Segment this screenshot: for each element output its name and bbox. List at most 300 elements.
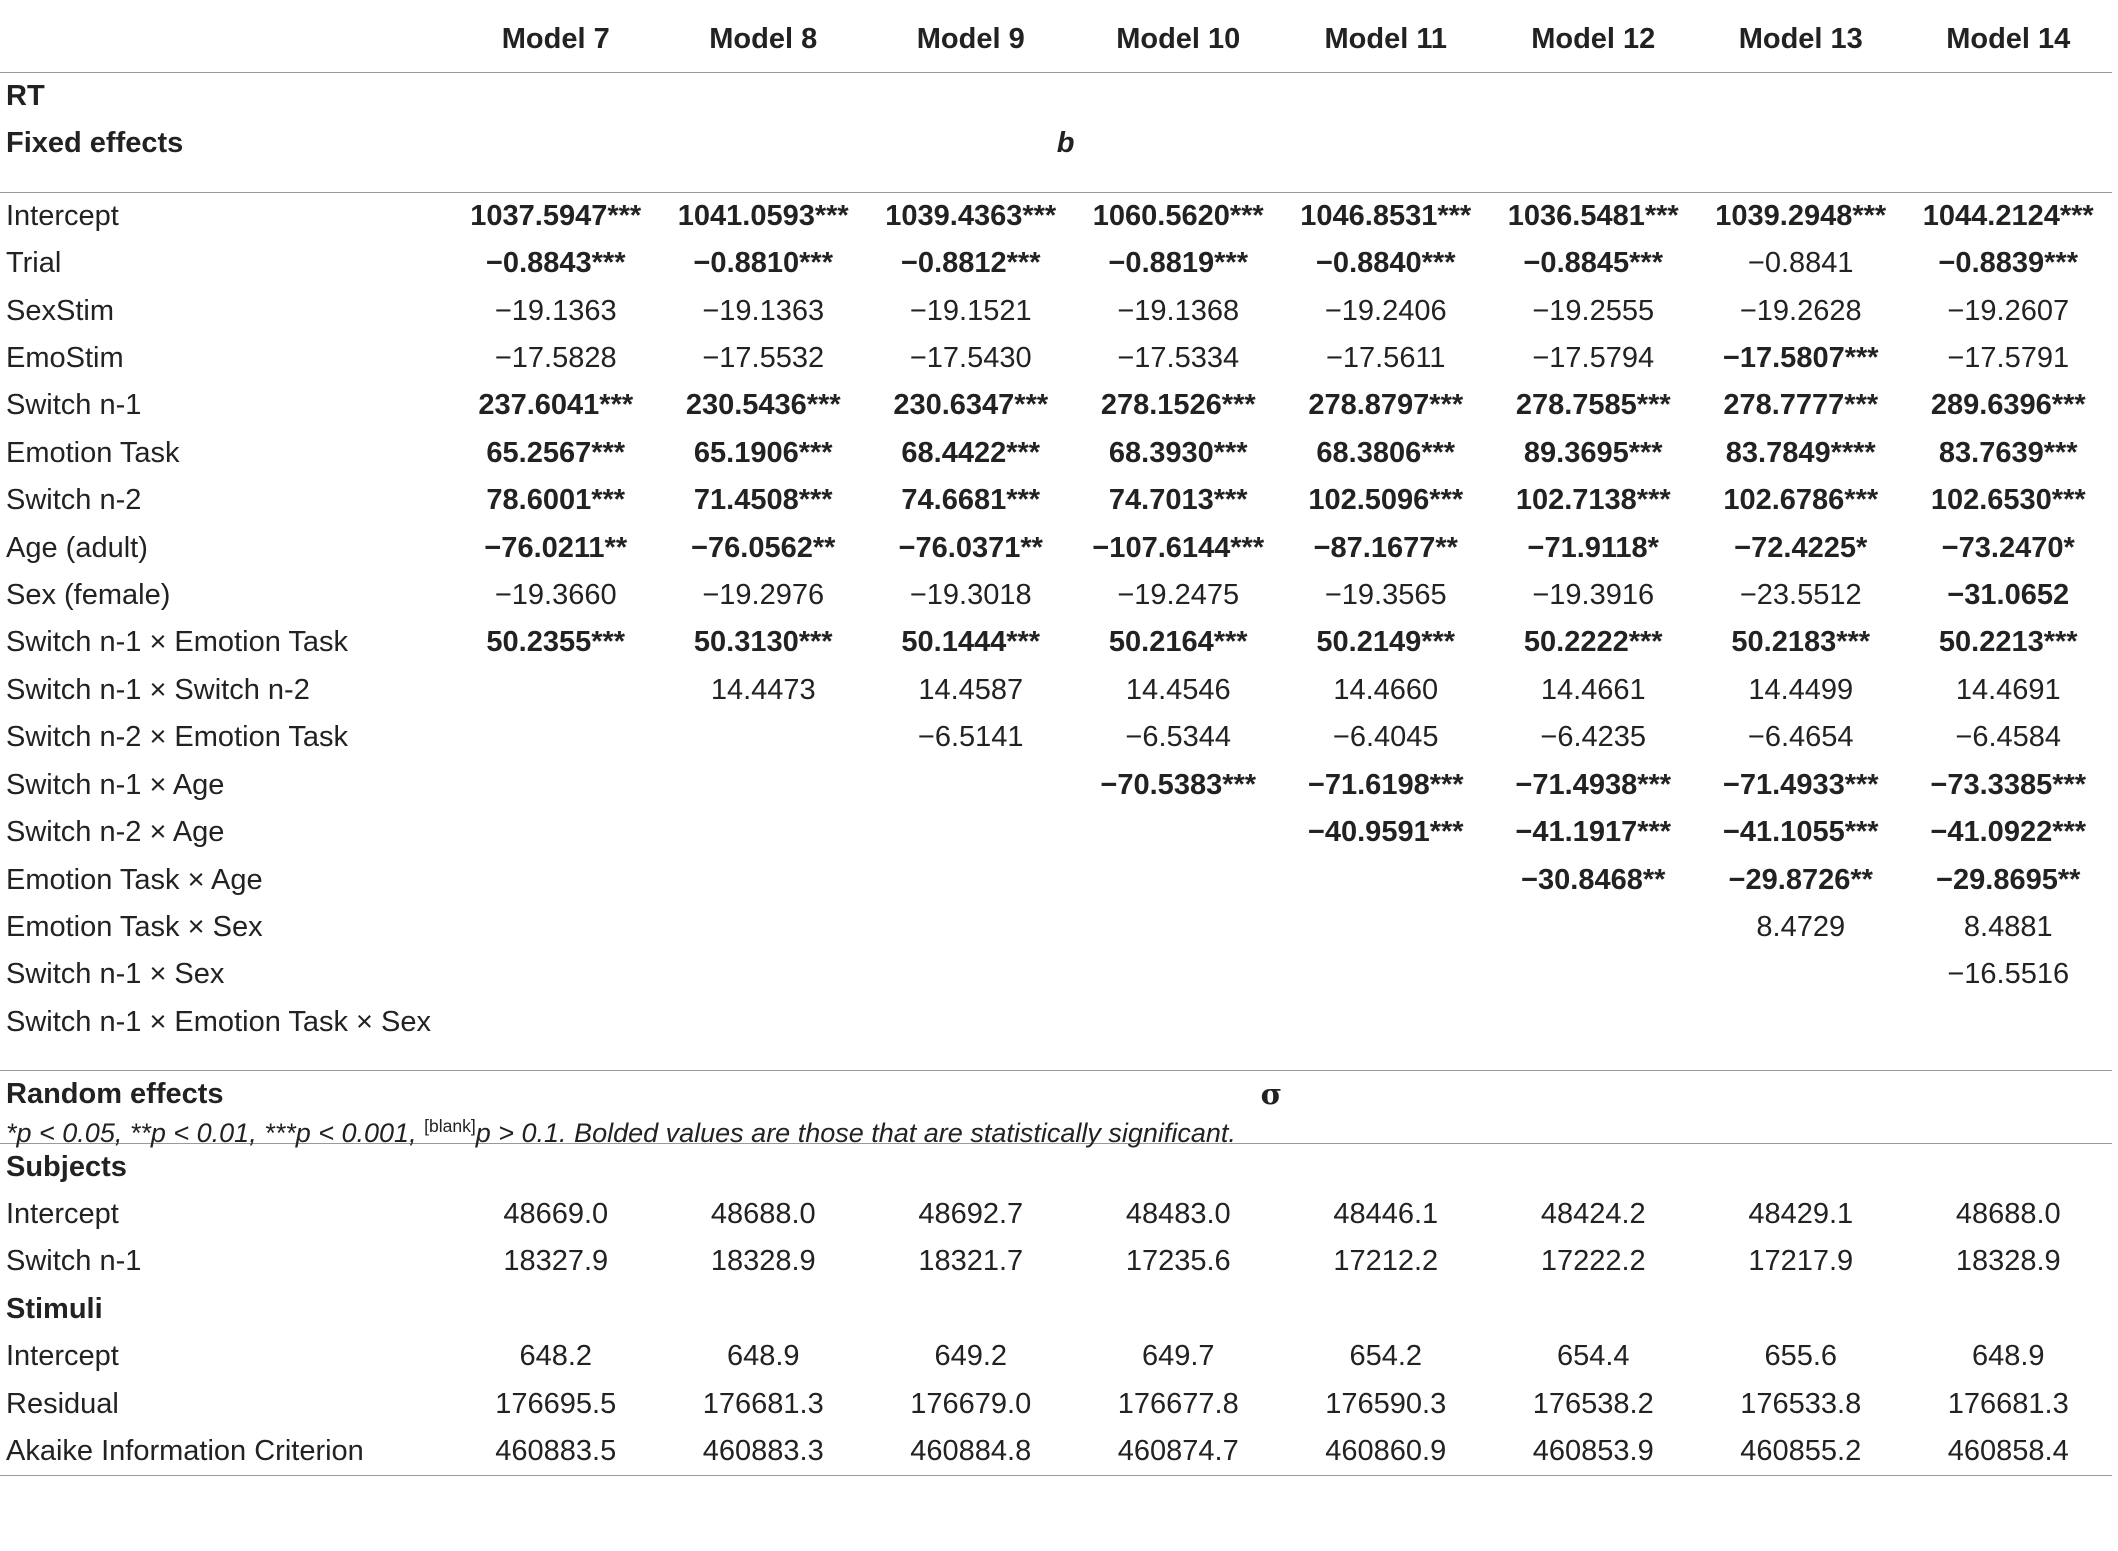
empty-cell <box>1490 1143 1698 1191</box>
table-row <box>0 477 2112 524</box>
table-cell: 48688.0 <box>710 1197 816 1230</box>
table-cell: 176695.5 <box>495 1387 617 1420</box>
table-cell <box>452 951 660 998</box>
empty-cell <box>660 1286 868 1333</box>
footnote-sup: [blank] <box>424 1116 476 1136</box>
table-cell: −19.1521 <box>909 294 1032 327</box>
table-cell: 48446.1 <box>1333 1197 1439 1230</box>
table-cell: 50.3130*** <box>693 626 833 659</box>
table-row <box>0 999 2112 1046</box>
table-cell: −19.2607 <box>1947 294 2070 327</box>
table-cell: −6.4045 <box>1332 721 1439 754</box>
table-cell: 278.8797*** <box>1308 389 1464 422</box>
empty-cell <box>1697 73 1905 121</box>
table-cell: 648.9 <box>726 1340 800 1373</box>
row-label: Switch n-1 × Emotion Task × Sex <box>6 1005 432 1038</box>
table-cell: −19.3565 <box>1324 579 1447 612</box>
empty-cell <box>1905 1143 2113 1191</box>
table-row <box>0 951 2112 998</box>
table-cell <box>452 999 660 1046</box>
table-cell: −17.5430 <box>909 342 1032 375</box>
table-cell: 649.7 <box>1141 1340 1215 1373</box>
table-cell: −73.2470* <box>1941 531 2075 564</box>
spacer-cell <box>1490 1119 1698 1144</box>
table-cell: 14.4546 <box>1125 673 1231 706</box>
table-cell: 1060.5620*** <box>1092 199 1264 232</box>
column-header: Model 10 <box>1075 6 1283 73</box>
spacer-cell <box>1697 168 1905 193</box>
empty-cell <box>1282 1071 1490 1119</box>
table-cell <box>452 762 660 809</box>
table-cell <box>1075 904 1283 951</box>
table-cell: −19.3916 <box>1532 579 1655 612</box>
table-cell: 50.1444*** <box>901 626 1041 659</box>
table-cell: −31.0652 <box>1947 579 2070 612</box>
table-cell: 48424.2 <box>1540 1197 1646 1230</box>
table-cell: 1037.5947*** <box>470 199 642 232</box>
table-cell: 102.5096*** <box>1308 484 1464 517</box>
table-row <box>0 1381 2112 1428</box>
table-cell: −71.4933*** <box>1722 768 1879 801</box>
spacer-row <box>0 168 2112 193</box>
table-cell <box>1075 951 1283 998</box>
empty-cell <box>1490 1286 1698 1333</box>
table-cell: 14.4587 <box>918 673 1024 706</box>
empty-cell <box>867 73 1075 121</box>
table-cell: 648.9 <box>1971 1340 2045 1373</box>
spacer-cell <box>1075 1046 1283 1071</box>
column-header: Model 13 <box>1697 6 1905 73</box>
table-cell: 102.6786*** <box>1723 484 1879 517</box>
table-row <box>0 667 2112 714</box>
spacer-cell <box>1282 1119 1490 1144</box>
table-cell <box>867 762 1075 809</box>
table-cell: 74.7013*** <box>1108 484 1248 517</box>
table-cell <box>867 951 1075 998</box>
empty-cell <box>1075 73 1283 121</box>
spacer-cell <box>867 168 1075 193</box>
table-cell: −0.8812*** <box>901 247 1041 280</box>
table-cell: 14.4499 <box>1748 673 1854 706</box>
table-cell: 460858.4 <box>1905 1428 2113 1476</box>
table-cell: −0.8819*** <box>1108 247 1248 280</box>
table-cell: 50.2355*** <box>486 626 626 659</box>
table-cell <box>1075 857 1283 904</box>
table-cell: 50.2222*** <box>1523 626 1663 659</box>
table-cell: −19.1368 <box>1117 294 1240 327</box>
row-label: EmoStim <box>6 342 124 375</box>
table-cell: −17.5532 <box>702 342 825 375</box>
table-row <box>0 335 2112 382</box>
empty-cell <box>1697 120 1905 167</box>
empty-cell <box>1697 1143 1905 1191</box>
row-label: Intercept <box>6 1197 119 1230</box>
row-label: SexStim <box>6 294 114 327</box>
section-fixed-effects <box>0 120 2112 167</box>
table-cell: 460860.9 <box>1282 1428 1490 1476</box>
table-cell: 176681.3 <box>702 1387 824 1420</box>
table-cell <box>452 904 660 951</box>
empty-cell <box>1490 73 1698 121</box>
table-cell: 230.6347*** <box>893 389 1049 422</box>
table-cell: 237.6041*** <box>478 389 634 422</box>
table-cell: 48688.0 <box>1955 1197 2061 1230</box>
row-label: Emotion Task × Sex <box>6 910 263 943</box>
empty-cell <box>1490 1071 1698 1119</box>
table-cell: 71.4508*** <box>693 484 833 517</box>
table-row <box>0 1238 2112 1285</box>
table-cell: −19.1363 <box>702 294 825 327</box>
table-cell: 14.4691 <box>1955 673 2061 706</box>
empty-cell <box>1905 1071 2113 1119</box>
table-cell: 655.6 <box>1764 1340 1838 1373</box>
table-cell <box>1490 951 1698 998</box>
empty-cell <box>452 120 660 167</box>
table-cell: 1041.0593*** <box>677 199 849 232</box>
table-cell <box>660 999 868 1046</box>
table-cell: 654.2 <box>1349 1340 1423 1373</box>
table-cell: 14.4661 <box>1540 673 1646 706</box>
spacer-cell <box>1905 168 2113 193</box>
spacer-cell <box>1075 168 1283 193</box>
table-cell: 649.2 <box>934 1340 1008 1373</box>
table-cell <box>867 809 1075 856</box>
table-cell <box>660 762 868 809</box>
table-cell: −19.2555 <box>1532 294 1655 327</box>
table-row <box>0 430 2112 477</box>
spacer-cell <box>867 1046 1075 1071</box>
table-cell: 8.4729 <box>1756 910 1846 943</box>
footnote-part2: p > 0.1. Bolded values are those that are statistically significant. <box>475 1118 1236 1148</box>
section-label: Fixed effects <box>6 127 184 160</box>
table-cell: 460883.5 <box>452 1428 660 1476</box>
empty-cell <box>1697 1286 1905 1333</box>
table-cell: 1039.2948*** <box>1715 199 1887 232</box>
table-cell: 230.5436*** <box>685 389 841 422</box>
table-cell: 176679.0 <box>910 1387 1032 1420</box>
footnote-part1: *p < 0.05, **p < 0.01, ***p < 0.001, <box>6 1118 425 1148</box>
table-cell: 1036.5481*** <box>1507 199 1679 232</box>
empty-cell <box>1075 120 1283 167</box>
table-cell: 278.1526*** <box>1100 389 1256 422</box>
table-cell: −23.5512 <box>1739 579 1862 612</box>
row-label: Switch n-1 × Switch n-2 <box>6 673 310 706</box>
table-cell: −40.9591*** <box>1307 816 1464 849</box>
spacer-cell <box>660 1046 868 1071</box>
spacer-cell <box>452 1046 660 1071</box>
table-cell: −41.1055*** <box>1722 816 1879 849</box>
section-random-effects <box>0 1071 2112 1119</box>
model-results-table <box>0 6 2112 1476</box>
table-cell: 89.3695*** <box>1523 436 1663 469</box>
row-label: Switch n-2 × Age <box>6 816 225 849</box>
empty-cell <box>867 1143 1075 1191</box>
footnote <box>6 1116 1236 1149</box>
sigma-symbol: σ <box>1260 1077 1282 1112</box>
table-cell: −76.0562** <box>691 531 836 564</box>
table-cell <box>660 809 868 856</box>
table-cell: 48483.0 <box>1125 1197 1231 1230</box>
table-cell: 48692.7 <box>918 1197 1024 1230</box>
row-label: Residual <box>6 1387 119 1420</box>
empty-cell <box>660 73 868 121</box>
table-cell: 68.4422*** <box>901 436 1041 469</box>
section-label: Stimuli <box>6 1292 103 1325</box>
spacer-cell <box>660 168 868 193</box>
empty-cell <box>1490 120 1698 167</box>
empty-cell <box>660 1143 868 1191</box>
column-header: Model 8 <box>660 6 868 73</box>
empty-cell <box>1075 1286 1283 1333</box>
table-cell: −17.5828 <box>494 342 617 375</box>
table-cell: −41.1917*** <box>1515 816 1672 849</box>
column-header: Model 7 <box>452 6 660 73</box>
table-cell: 8.4881 <box>1963 910 2053 943</box>
table-cell: −73.3385*** <box>1930 768 2087 801</box>
table-cell: −0.8843*** <box>486 247 626 280</box>
section-rt <box>0 73 2112 121</box>
table-cell: −0.8839*** <box>1938 247 2078 280</box>
empty-cell <box>1282 1286 1490 1333</box>
table-cell: −19.3018 <box>909 579 1032 612</box>
table-cell: 460883.3 <box>660 1428 868 1476</box>
table-cell <box>452 714 660 761</box>
table-cell: −71.4938*** <box>1515 768 1672 801</box>
table-cell: −17.5807*** <box>1722 342 1879 375</box>
table-cell: −71.9118* <box>1527 531 1659 564</box>
table-cell: 50.2164*** <box>1108 626 1248 659</box>
table-cell <box>867 904 1075 951</box>
table-cell: 50.2149*** <box>1316 626 1456 659</box>
table-cell: −0.8845*** <box>1523 247 1663 280</box>
table-cell: 48429.1 <box>1748 1197 1854 1230</box>
table-cell: −19.2976 <box>702 579 825 612</box>
table-row <box>0 714 2112 761</box>
row-label: Intercept <box>6 199 119 232</box>
column-header: Model 11 <box>1282 6 1490 73</box>
table-cell <box>452 857 660 904</box>
table-cell: −29.8726** <box>1728 863 1873 896</box>
empty-cell <box>1905 120 2113 167</box>
column-header: Model 9 <box>867 6 1075 73</box>
table-cell: −6.5344 <box>1125 721 1232 754</box>
table-cell: 74.6681*** <box>901 484 1041 517</box>
table-cell: 176533.8 <box>1740 1387 1862 1420</box>
empty-cell <box>1282 73 1490 121</box>
row-label: Switch n-1 × Age <box>6 768 225 801</box>
table-cell: 83.7849**** <box>1725 436 1876 469</box>
section-label: RT <box>6 80 45 112</box>
table-row <box>0 192 2112 240</box>
table-cell: −0.8841 <box>1747 247 1854 280</box>
table-cell: 460884.8 <box>867 1428 1075 1476</box>
row-label: Trial <box>6 247 62 280</box>
row-label: Switch n-2 × Emotion Task <box>6 721 348 754</box>
empty-cell <box>867 1286 1075 1333</box>
empty-cell <box>660 120 868 167</box>
table-row <box>0 572 2112 619</box>
section-stimuli <box>0 1286 2112 1333</box>
table-cell: −17.5611 <box>1325 342 1446 375</box>
empty-cell <box>452 73 660 121</box>
spacer-cell <box>1905 1046 2113 1071</box>
column-header: Model 12 <box>1490 6 1698 73</box>
table-cell <box>1282 857 1490 904</box>
table-cell: 278.7777*** <box>1723 389 1879 422</box>
table-cell: −19.2628 <box>1739 294 1862 327</box>
spacer-cell <box>1697 1119 1905 1144</box>
table-cell: 17217.9 <box>1748 1245 1854 1278</box>
table-cell: 460874.7 <box>1075 1428 1283 1476</box>
table-cell <box>1697 951 1905 998</box>
table-cell: −17.5334 <box>1117 342 1240 375</box>
row-label: Switch n-2 <box>6 484 142 517</box>
table-cell: 176681.3 <box>1947 1387 2069 1420</box>
table-cell: 18327.9 <box>503 1245 609 1278</box>
table-cell: 278.7585*** <box>1515 389 1671 422</box>
table-cell: −19.3660 <box>494 579 617 612</box>
spacer-cell <box>452 168 660 193</box>
empty-cell <box>452 1143 660 1191</box>
table-cell <box>1697 999 1905 1046</box>
section-subjects <box>0 1143 2112 1191</box>
table-row <box>0 1428 2112 1476</box>
table-cell <box>660 857 868 904</box>
table-cell: 17212.2 <box>1333 1245 1439 1278</box>
table-cell: 460853.9 <box>1490 1428 1698 1476</box>
row-label: Switch n-1 <box>6 389 142 422</box>
row-label: Age (adult) <box>6 531 148 564</box>
table-cell <box>452 809 660 856</box>
spacer-cell <box>1490 168 1698 193</box>
table-cell: 17235.6 <box>1125 1245 1231 1278</box>
table-cell: 1046.8531*** <box>1300 199 1472 232</box>
table-cell <box>867 857 1075 904</box>
table-cell <box>1282 951 1490 998</box>
table-cell: −6.4654 <box>1747 721 1854 754</box>
spacer-cell <box>1490 1046 1698 1071</box>
table-row <box>0 382 2112 429</box>
table-cell: 68.3806*** <box>1316 436 1456 469</box>
spacer-row <box>0 1046 2112 1071</box>
table-cell: −76.0211** <box>484 531 628 564</box>
table-row <box>0 1191 2112 1238</box>
empty-cell <box>452 1286 660 1333</box>
table-cell <box>452 667 660 714</box>
spacer-cell <box>1697 1046 1905 1071</box>
table-row <box>0 809 2112 856</box>
table-cell: −41.0922*** <box>1930 816 2087 849</box>
table-cell: 50.2213*** <box>1938 626 2078 659</box>
table-cell: −19.1363 <box>494 294 617 327</box>
table-cell: −0.8840*** <box>1316 247 1456 280</box>
table-cell: 102.7138*** <box>1515 484 1671 517</box>
b-symbol: b <box>1056 127 1075 160</box>
table-cell: 17222.2 <box>1540 1245 1646 1278</box>
table-cell: −30.8468** <box>1521 863 1666 896</box>
table-cell: 102.6530*** <box>1930 484 2086 517</box>
table-cell: −6.4235 <box>1540 721 1647 754</box>
empty-cell <box>1905 73 2113 121</box>
table-cell: −17.5794 <box>1532 342 1655 375</box>
table-cell: −19.2406 <box>1324 294 1447 327</box>
empty-cell <box>452 1071 660 1119</box>
empty-cell <box>1905 1286 2113 1333</box>
table-row <box>0 240 2112 287</box>
table-row <box>0 857 2112 904</box>
table-row <box>0 525 2112 572</box>
table-cell: 18321.7 <box>918 1245 1024 1278</box>
table-cell <box>1282 999 1490 1046</box>
section-label: Subjects <box>6 1150 127 1183</box>
table-cell: 176590.3 <box>1325 1387 1447 1420</box>
table-row <box>0 288 2112 335</box>
row-label: Switch n-1 <box>6 1245 142 1278</box>
table-cell: −6.4584 <box>1955 721 2062 754</box>
row-label: Intercept <box>6 1340 119 1373</box>
table-cell <box>660 904 868 951</box>
table-cell <box>1490 904 1698 951</box>
empty-cell <box>1697 1071 1905 1119</box>
spacer-cell <box>1905 1119 2113 1144</box>
table-cell: 78.6001*** <box>486 484 626 517</box>
table-cell: 48669.0 <box>503 1197 609 1230</box>
table-cell <box>1075 999 1283 1046</box>
table-cell: 18328.9 <box>1955 1245 2061 1278</box>
table-cell: 176538.2 <box>1532 1387 1654 1420</box>
table-cell <box>660 951 868 998</box>
table-row <box>0 762 2112 809</box>
table-cell <box>660 714 868 761</box>
table-cell: −72.4225* <box>1734 531 1868 564</box>
empty-cell <box>867 1071 1075 1119</box>
table-cell: −17.5791 <box>1947 342 2070 375</box>
table-cell: −19.2475 <box>1117 579 1240 612</box>
header-row <box>0 6 2112 73</box>
column-header <box>0 6 452 73</box>
table-cell: −107.6144*** <box>1092 531 1265 564</box>
table-cell: 50.2183*** <box>1731 626 1871 659</box>
table-cell: 18328.9 <box>710 1245 816 1278</box>
row-label: Akaike Information Criterion <box>0 1428 452 1476</box>
table-row <box>0 619 2112 666</box>
empty-cell <box>1282 120 1490 167</box>
table-cell: 648.2 <box>519 1340 593 1373</box>
table-cell: −16.5516 <box>1947 958 2070 991</box>
row-label: Emotion Task <box>6 436 180 469</box>
spacer-cell <box>1282 1046 1490 1071</box>
empty-cell <box>1282 1143 1490 1191</box>
table-cell: 176677.8 <box>1117 1387 1239 1420</box>
table-cell: 1044.2124*** <box>1922 199 2094 232</box>
table-cell: −29.8695** <box>1936 863 2081 896</box>
spacer-cell <box>0 1046 452 1071</box>
table-row <box>0 904 2112 951</box>
table-cell: 289.6396*** <box>1930 389 2086 422</box>
table-cell: 14.4473 <box>710 673 816 706</box>
table-cell <box>1075 809 1283 856</box>
table-cell <box>1490 999 1698 1046</box>
empty-cell <box>1075 1143 1283 1191</box>
table-cell: −70.5383*** <box>1100 768 1257 801</box>
row-label: Switch n-1 × Emotion Task <box>6 626 348 659</box>
table-cell: 460855.2 <box>1697 1428 1905 1476</box>
table-cell: 1039.4363*** <box>885 199 1057 232</box>
table-cell: −87.1677** <box>1313 531 1458 564</box>
table-cell: 65.1906*** <box>693 436 833 469</box>
table-cell <box>1905 999 2113 1046</box>
table-cell: 83.7639*** <box>1938 436 2078 469</box>
